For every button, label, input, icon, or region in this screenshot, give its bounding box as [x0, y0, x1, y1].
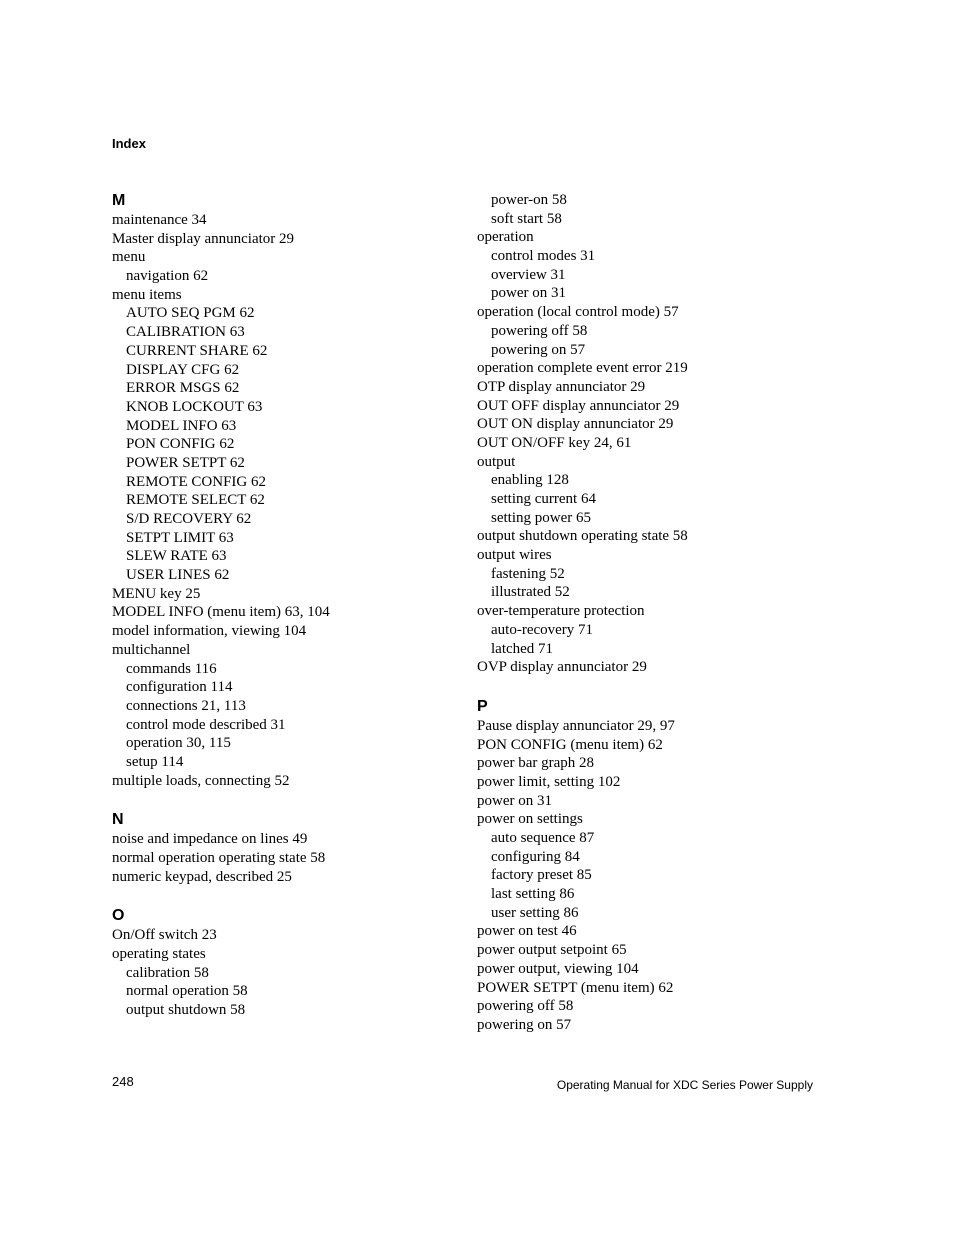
index-entry: OTP display annunciator 29 [477, 378, 646, 395]
index-subentry: commands 116 [126, 660, 217, 677]
index-subentry: output shutdown 58 [126, 1002, 246, 1019]
index-letter-heading: M [112, 192, 126, 209]
index-subentry: SETPT LIMIT 63 [126, 529, 234, 546]
index-entry: power limit, setting 102 [477, 773, 621, 790]
index-subentry: CURRENT SHARE 62 [126, 342, 268, 359]
index-entry: powering on 57 [477, 1016, 572, 1033]
index-entry: numeric keypad, described 25 [112, 868, 292, 885]
index-subentry: MODEL INFO 63 [126, 417, 237, 434]
index-subentry: POWER SETPT 62 [126, 454, 245, 471]
index-entry: model information, viewing 104 [112, 623, 307, 640]
index-entry: MODEL INFO (menu item) 63, 104 [112, 604, 330, 621]
index-subentry: setup 114 [126, 753, 184, 770]
index-subentry: calibration 58 [126, 964, 209, 981]
index-entry: powering off 58 [477, 998, 574, 1015]
index-entry: power on 31 [477, 792, 552, 809]
index-entry: OVP display annunciator 29 [477, 659, 647, 676]
index-subentry: enabling 128 [491, 472, 569, 489]
index-subentry: latched 71 [491, 640, 554, 657]
index-entry: output [477, 453, 516, 470]
page-number: 248 [112, 1074, 134, 1089]
index-entry: maintenance 34 [112, 212, 207, 228]
index-entry: over-temperature protection [477, 603, 645, 620]
index-subentry: factory preset 85 [491, 867, 592, 884]
index-subentry: navigation 62 [126, 268, 209, 285]
index-subentry: setting current 64 [491, 491, 596, 507]
index-subentry: last setting 86 [491, 886, 575, 903]
index-subentry: REMOTE CONFIG 62 [126, 473, 267, 490]
index-entry: power output setpoint 65 [477, 942, 627, 959]
index-subentry: operation 30, 115 [126, 735, 231, 752]
index-entry: OUT ON/OFF key 24, 61 [477, 434, 632, 451]
index-subentry: setting power 65 [491, 509, 591, 526]
index-subentry: control mode described 31 [126, 716, 286, 733]
index-entry: On/Off switch 23 [112, 927, 217, 944]
index-entry: POWER SETPT (menu item) 62 [477, 979, 674, 996]
index-subentry: S/D RECOVERY 62 [126, 511, 252, 527]
index-subentry: overview 31 [491, 266, 566, 283]
manual-title: Operating Manual for XDC Series Power Supply [556, 1078, 813, 1092]
index-entry: power output, viewing 104 [477, 960, 639, 977]
index-column-left [112, 191, 452, 1020]
index-entry: operation complete event error 219 [477, 360, 688, 377]
index-subentry: configuring 84 [491, 848, 580, 865]
index-subentry: auto-recovery 71 [491, 621, 594, 638]
page-header: Index [112, 136, 146, 151]
index-subentry: power-on 58 [491, 192, 567, 208]
index-subentry: connections 21, 113 [126, 697, 246, 714]
index-subentry: DISPLAY CFG 62 [126, 361, 240, 378]
index-entry: operation (local control mode) 57 [477, 304, 679, 321]
index-entry: output wires [477, 547, 552, 564]
index-subentry: AUTO SEQ PGM 62 [126, 305, 255, 322]
index-subentry: powering off 58 [491, 322, 588, 339]
index-column-right [477, 191, 817, 1035]
index-letter-heading: O [112, 907, 125, 925]
index-subentry: user setting 86 [491, 904, 579, 921]
index-entry: MENU key 25 [112, 585, 201, 602]
index-entry: power on test 46 [477, 923, 577, 940]
index-subentry: configuration 114 [126, 679, 233, 696]
index-entry: PON CONFIG (menu item) 62 [477, 736, 663, 753]
index-subentry: fastening 52 [491, 565, 565, 582]
index-entry: OUT OFF display annunciator 29 [477, 397, 680, 414]
index-entry: power bar graph 28 [477, 755, 595, 772]
index-entry: noise and impedance on lines 49 [112, 831, 308, 848]
index-subentry: control modes 31 [491, 248, 596, 265]
index-entry: operating states [112, 946, 206, 963]
index-entry: multiple loads, connecting 52 [112, 772, 290, 789]
index-subentry: KNOB LOCKOUT 63 [126, 398, 263, 415]
index-subentry: power on 31 [491, 285, 566, 302]
index-subentry: ERROR MSGS 62 [126, 380, 240, 397]
index-entry: operation [477, 229, 534, 246]
index-subentry: USER LINES 62 [126, 567, 230, 584]
index-entry: power on settings [477, 811, 583, 828]
index-subentry: powering on 57 [491, 341, 586, 358]
index-letter-heading: N [112, 811, 124, 829]
index-entry: OUT ON display annunciator 29 [477, 416, 674, 433]
index-subentry: normal operation 58 [126, 983, 248, 1000]
index-letter-heading: P [477, 697, 488, 715]
index-subentry: REMOTE SELECT 62 [126, 492, 265, 509]
index-entry: multichannel [112, 641, 191, 658]
index-subentry: CALIBRATION 63 [126, 324, 245, 341]
index-subentry: SLEW RATE 63 [126, 548, 227, 565]
index-entry: Master display annunciator 29 [112, 230, 295, 247]
index-entry: output shutdown operating state 58 [477, 528, 688, 545]
index-entry: normal operation operating state 58 [112, 850, 326, 866]
index-subentry: soft start 58 [491, 210, 562, 227]
index-subentry: PON CONFIG 62 [126, 436, 235, 453]
index-entry: menu [112, 249, 146, 266]
index-subentry: auto sequence 87 [491, 830, 595, 846]
index-entry: menu items [112, 286, 182, 303]
index-subentry: illustrated 52 [491, 584, 570, 601]
index-entry: Pause display annunciator 29, 97 [477, 717, 675, 734]
